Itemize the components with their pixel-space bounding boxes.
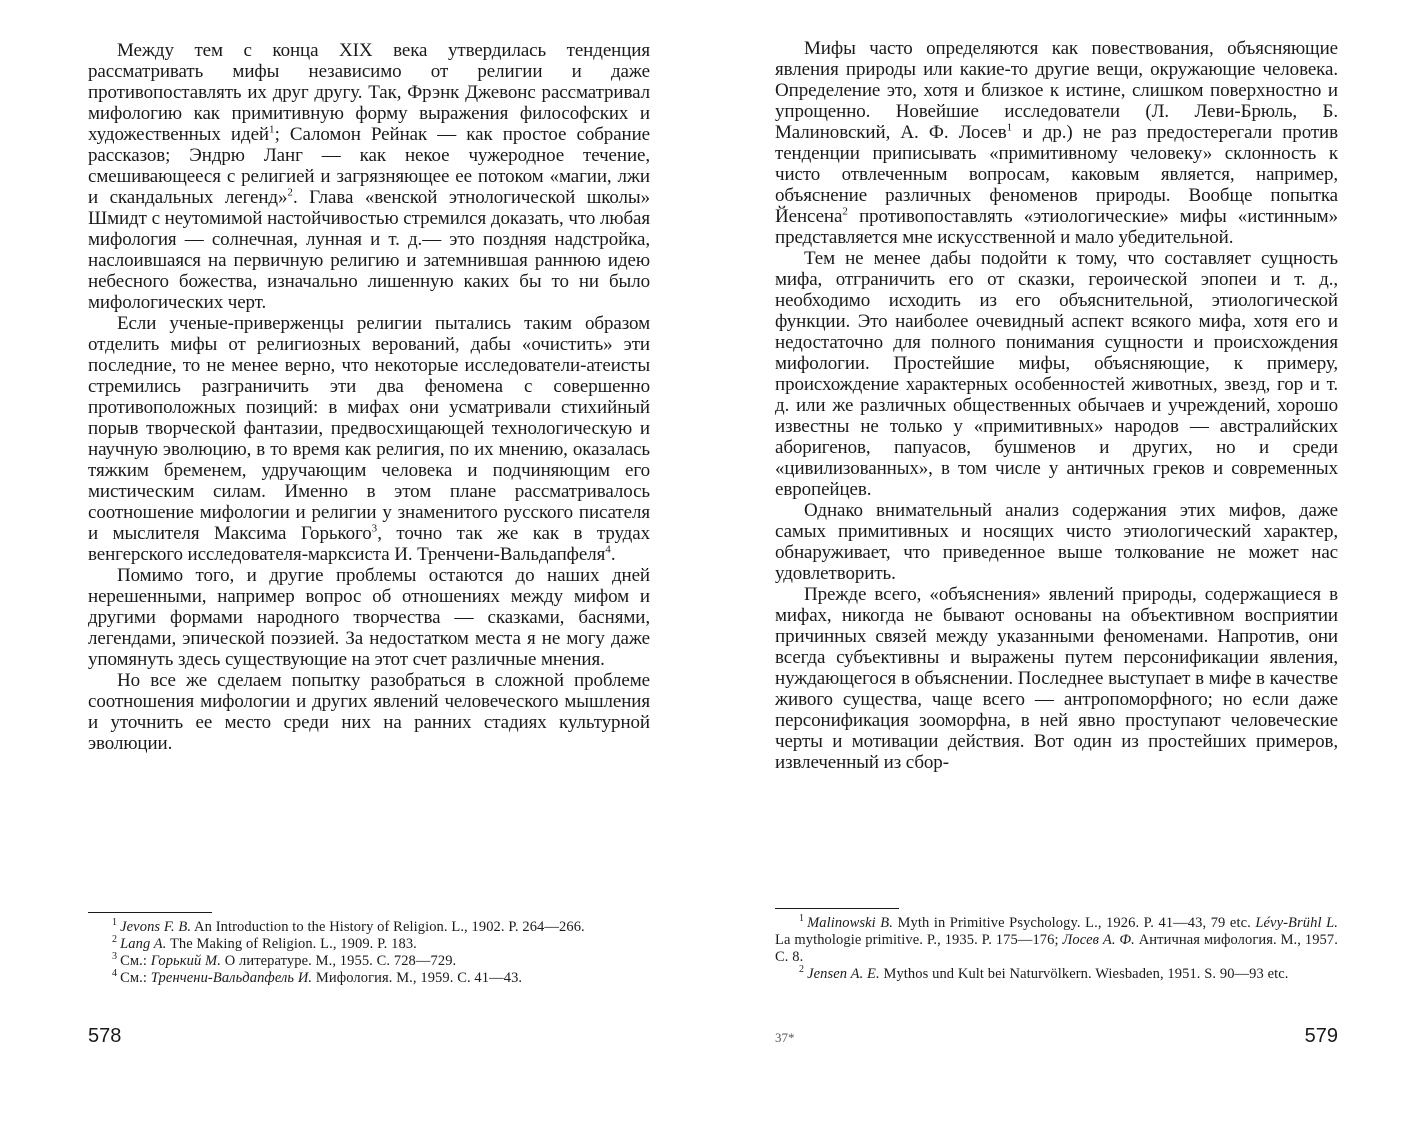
footnote: $^2$ Jensen A. E. Mythos und Kult bei Naturvölkern. Wiesbaden, 1951. S. 90—93 etc. [799,964,1289,982]
paragraph: Тем не менее дабы подойти к тому, что составляет сущность мифа, отграничить его от сказки, героической эпопеи и т. д., необходимо исходить из его объяснительной, этиологической функции. Это наиболее очевидный аспект всякого мифа, хотя его и недостаточно для полного понимания сущности и происхождения мифологии. Простейшие мифы, объясняющие, к примеру, происхождение характерных особенностей животных, звезд, гор и т. д. или же различных общественных обычаев и учреждений, хорошо известны не только у «примитивных» народов — австралийских аборигенов, папуасов, бушменов и других, но и среди «цивилизованных», в том числе у античных греков и современных европейцев. [775,248,1338,500]
paragraph: Между тем с конца XIX века утвердилась тенденция рассматривать мифы независимо от религии и даже противопоставлять их друг другу. Так, Фрэнк Джевонс рассматривал мифологию как примитивную форму выражения философских и художественных идей$^1$; Саломон Рейнак — как простое собрание рассказов; Эндрю Ланг — как некое чужеродное течение, смешивающееся с религией и загрязняющее ее потоком «магии, лжи и скандальных легенд»$^2$. Глава «венской этнологической школы» Шмидт с неутомимой настойчивостью стремился доказать, что любая мифология — солнечная, лунная и т. д.— это поздняя надстройка, наслоившаяся на первичную религию и затемнившая раннюю идею небесного божества, изначально лишенную каких бы то ни было мифологических черт. [88,40,650,313]
footnote: $^1$ Jevons F. B. An Introduction to the History of Religion. L., 1902. P. 264—266. [112,917,585,935]
footnote-ref: 4 [605,543,611,556]
footnote: $^4$ См.: Тренчени-Вальдапфель И. Мифология. М., 1959. С. 41—43. [112,968,523,986]
paragraph: Помимо того, и другие проблемы остаются до наших дней нерешенными, например вопрос об отношениях между мифом и другими формами народного творчества — сказками, баснями, легендами, эпической поэзией. За недостатком места я не могу даже упомянуть здесь существующие на этот счет различные мнения. [88,565,650,670]
footnote-divider [88,912,212,913]
footnote-ref: 2 [842,205,848,218]
page-number: 579 [1304,1025,1338,1047]
right-page [775,0,1338,1130]
paragraph: Прежде всего, «объяснения» явлений природы, содержащиеся в мифах, никогда не бывают основаны на объективном восприятии причинных связей между указанными феноменами. Напротив, они всегда субъективны и выражены путем персонификации явления, нуждающегося в объяснении. Последнее выступает в мифе в качестве живого существа, чаще всего — антропоморфного; но если даже персонификация зооморфна, в ней явно проступают человеческие черты и мотивации действия. Вот один из простейших примеров, извлеченный из сбор- [775,584,1338,773]
paragraph: Если ученые-приверженцы религии пытались таким образом отделить мифы от религиозных верований, дабы «очистить» эти последние, то не менее верно, что некоторые исследователи-атеисты стремились разграничить эти два феномена с совершенно противоположных позиций: в мифах они усматривали стихийный порыв творческой фантазии, предвосхищающей технологическую и научную эволюцию, в то время как религия, по их мнению, оказалась тяжким бременем, удручающим человека и подчиняющим его мистическим силам. Именно в этом плане рассматривалось соотношение мифологии и религии у знаменитого русского писателя и мыслителя Максима Горького$^3$, точно так же как в трудах венгерского исследователя-марксиста И. Тренчени-Вальдапфеля$^4$. [88,313,650,565]
right-body-text [775,38,1338,773]
paragraph: Но все же сделаем попытку разобраться в сложной проблеме соотношения мифологии и других явлений человеческого мышления и уточнить ее место среди них на ранних стадиях культурной эволюции. [88,670,650,754]
paragraph: Однако внимательный анализ содержания этих мифов, даже самых примитивных и носящих чисто этиологический характер, обнаруживает, что приведенное выше толкование не может нас удовлетворить. [775,500,1338,584]
printer-signature: 37* [775,1030,795,1045]
footnote: $^2$ Lang A. The Making of Religion. L., 1909. P. 183. [112,934,417,952]
left-footnotes [88,912,650,987]
footnote: $^3$ См.: Горький М. О литературе. М., 1955. С. 728—729. [112,951,457,969]
paragraph: Мифы часто определяются как повествования, объясняющие явления природы или какие-то другие вещи, окружающие человека. Определение это, хотя и близкое к истине, слишком поверхностно и упрощенно. Новейшие исследователи (Л. Леви-Брюль, Б. Малиновский, А. Ф. Лосев$^1$ и др.) не раз предостерегали против тенденции приписывать «примитивному человеку» склонность к чисто отвлеченным вопросам, каковым является, например, объяснение различных феноменов природы. Вообще попытка Йенсена$^2$ противопоставлять «этиологические» мифы «истинным» представляется мне искусственной и мало убедительной. [775,38,1338,248]
footnote-ref: 3 [371,522,378,535]
right-footnotes [775,908,1338,983]
footnote-divider [775,908,899,909]
footnote-ref: 2 [287,186,293,199]
footnote-ref: 1 [268,123,275,136]
footnote: $^1$ Malinowski B. Myth in Primitive Psychology. L., 1926. P. 41—43, 79 etc. Lévy-Brühl L. La mythologie primitive. P., 1935. P. 175—176; Лосев А. Ф. Античная мифология. М., 1957. С. 8. [775,913,1338,965]
left-body-text [88,40,650,754]
page-number: 578 [88,1025,122,1047]
footnote-ref: 1 [1006,121,1013,134]
left-page [88,0,650,1130]
